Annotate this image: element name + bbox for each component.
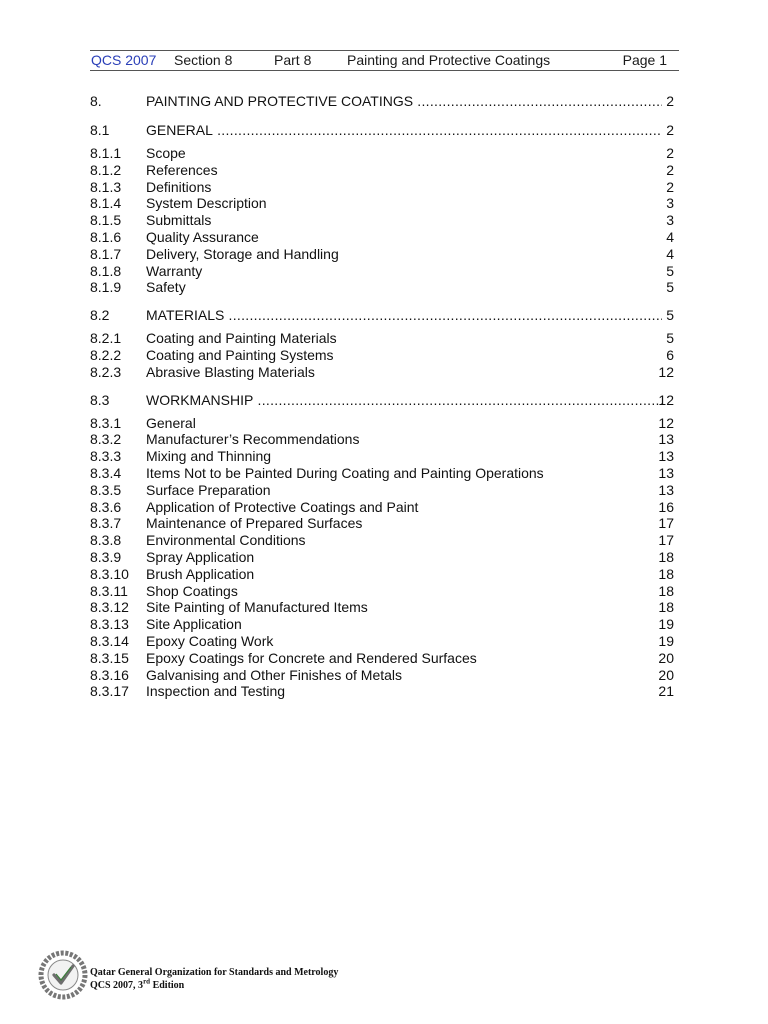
toc-page: 12 xyxy=(658,414,674,431)
toc-number: 8.3.12 xyxy=(90,599,129,616)
toc-title: Shop Coatings xyxy=(146,582,238,599)
toc-item-8-1-4[interactable] xyxy=(90,195,674,212)
toc-title: Abrasive Blasting Materials xyxy=(146,363,315,380)
toc-number: 8.3.10 xyxy=(90,565,129,582)
toc-number: 8.3.7 xyxy=(90,515,122,532)
toc-number: 8.3.8 xyxy=(90,532,122,549)
toc-number: 8.3.17 xyxy=(90,683,129,700)
toc-number: 8.1.2 xyxy=(90,161,122,178)
toc-number: 8.3.16 xyxy=(90,666,129,683)
toc-title: PAINTING AND PROTECTIVE COATINGS ..... xyxy=(146,92,662,111)
qatar-standards-seal-icon xyxy=(38,950,88,1000)
toc-number: 8.1.3 xyxy=(90,178,122,195)
toc-item-8-3-6[interactable] xyxy=(90,499,674,516)
toc-section-8-2[interactable] xyxy=(90,306,674,325)
toc-number: 8.1.5 xyxy=(90,212,122,229)
toc-item-8-1-5[interactable] xyxy=(90,212,674,229)
toc-page: 2 xyxy=(666,178,674,195)
toc-page: 13 xyxy=(658,481,674,498)
toc-number: 8.3.13 xyxy=(90,616,129,633)
toc-item-8-3-12[interactable] xyxy=(90,599,674,616)
toc-title: Delivery, Storage and Handling xyxy=(146,245,339,262)
toc-number: 8.1.8 xyxy=(90,262,122,279)
table-of-contents xyxy=(90,92,674,700)
toc-number: 8.1.9 xyxy=(90,279,122,296)
header-page-number: Page 1 xyxy=(622,52,667,68)
toc-page: 18 xyxy=(658,565,674,582)
toc-title: Definitions xyxy=(146,178,212,195)
footer-text xyxy=(90,966,338,992)
toc-title: Epoxy Coating Work xyxy=(146,632,274,649)
toc-page: 12 xyxy=(658,363,674,380)
toc-item-8-3-1[interactable] xyxy=(90,415,674,432)
toc-item-8-1-2[interactable] xyxy=(90,162,674,179)
toc-page: 3 xyxy=(666,212,674,229)
toc-list-8-3 xyxy=(90,415,674,701)
toc-title: Inspection and Testing xyxy=(146,683,286,700)
toc-page: 5 xyxy=(666,330,674,347)
toc-section-8-3[interactable] xyxy=(90,391,674,410)
toc-title: Coating and Painting Materials xyxy=(146,330,337,347)
toc-page: 4 xyxy=(666,228,674,245)
toc-chapter[interactable] xyxy=(90,92,674,111)
toc-title: Submittals xyxy=(146,212,212,229)
toc-title: Warranty xyxy=(146,262,203,279)
toc-number: 8.2 xyxy=(90,307,110,324)
toc-item-8-1-8[interactable] xyxy=(90,263,674,280)
page-header xyxy=(90,50,679,71)
toc-item-8-3-2[interactable] xyxy=(90,431,674,448)
toc-number: 8.3.5 xyxy=(90,481,122,498)
toc-title: Quality Assurance xyxy=(146,228,259,245)
toc-title: Coating and Painting Systems xyxy=(146,346,334,363)
toc-title: References xyxy=(146,161,218,178)
toc-page: 18 xyxy=(658,599,674,616)
toc-item-8-1-1[interactable] xyxy=(90,145,674,162)
toc-title: Environmental Conditions xyxy=(146,532,306,549)
toc-number: 8.1.1 xyxy=(90,145,122,161)
toc-item-8-3-3[interactable] xyxy=(90,448,674,465)
toc-page: 19 xyxy=(658,632,674,649)
toc-page: 17 xyxy=(658,515,674,532)
toc-page: 18 xyxy=(658,548,674,565)
toc-page: 20 xyxy=(658,666,674,683)
header-title: Painting and Protective Coatings xyxy=(347,52,551,68)
toc-list-8-2 xyxy=(90,330,674,380)
toc-number: 8.1.7 xyxy=(90,245,122,262)
toc-page: 19 xyxy=(658,616,674,633)
toc-item-8-3-5[interactable] xyxy=(90,482,674,499)
toc-page: 17 xyxy=(658,532,674,549)
toc-number: 8.3.1 xyxy=(90,414,122,431)
toc-title: Maintenance of Prepared Surfaces xyxy=(146,515,363,532)
toc-title: Scope xyxy=(146,145,186,161)
toc-item-8-1-9[interactable] xyxy=(90,279,674,296)
toc-title: Application of Protective Coatings and Paint xyxy=(146,498,419,515)
toc-page: 3 xyxy=(666,195,674,212)
toc-title: Galvanising and Other Finishes of Metals xyxy=(146,666,403,683)
toc-page: 16 xyxy=(658,498,674,515)
toc-item-8-3-10[interactable] xyxy=(90,566,674,583)
toc-item-8-3-14[interactable] xyxy=(90,633,674,650)
toc-item-8-3-4[interactable] xyxy=(90,465,674,482)
toc-number: 8.1.4 xyxy=(90,195,122,212)
toc-title: Epoxy Coatings for Concrete and Rendered Surfaces xyxy=(146,649,477,666)
toc-title: MATERIALS ..... xyxy=(146,306,662,325)
toc-page: 2 xyxy=(666,161,674,178)
toc-number: 8.1 xyxy=(90,122,110,138)
toc-number: 8.2.2 xyxy=(90,346,122,363)
toc-page: 13 xyxy=(658,464,674,481)
toc-number: 8.3.3 xyxy=(90,448,122,465)
toc-item-8-2-3[interactable] xyxy=(90,364,674,381)
header-qcs: QCS 2007 xyxy=(91,52,157,68)
toc-title: Spray Application xyxy=(146,548,255,565)
footer-edition: QCS 2007, 3rd Edition xyxy=(90,977,185,991)
toc-item-8-3-9[interactable] xyxy=(90,549,674,566)
toc-page: 21 xyxy=(658,683,674,700)
toc-title: General xyxy=(146,414,196,431)
toc-title: Manufacturer’s Recommendations xyxy=(146,431,360,448)
toc-item-8-1-7[interactable] xyxy=(90,246,674,263)
toc-item-8-1-3[interactable] xyxy=(90,179,674,196)
toc-number: 8.3.6 xyxy=(90,498,122,515)
toc-page: 4 xyxy=(666,245,674,262)
toc-item-8-3-17[interactable] xyxy=(90,683,674,700)
toc-page: 6 xyxy=(666,346,674,363)
toc-item-8-3-7[interactable] xyxy=(90,515,674,532)
toc-number: 8.3.9 xyxy=(90,548,122,565)
toc-item-8-3-8[interactable] xyxy=(90,532,674,549)
toc-section-8-1[interactable] xyxy=(90,121,674,140)
toc-title: Site Application xyxy=(146,616,242,633)
toc-page: 18 xyxy=(658,582,674,599)
toc-item-8-1-6[interactable] xyxy=(90,229,674,246)
toc-title: Site Painting of Manufactured Items xyxy=(146,599,368,616)
toc-page: 13 xyxy=(658,448,674,465)
toc-title: Safety xyxy=(146,279,186,296)
toc-number: 8.2.1 xyxy=(90,330,122,347)
footer-organization: Qatar General Organization for Standards and Metrology xyxy=(90,967,339,978)
toc-title: WORKMANSHIP ..... xyxy=(146,391,662,410)
toc-title: Brush Application xyxy=(146,565,255,582)
toc-page: 2 xyxy=(666,93,674,109)
toc-number: 8.3.14 xyxy=(90,632,129,649)
toc-page: 2 xyxy=(666,122,674,138)
toc-number: 8.3.2 xyxy=(90,431,122,448)
toc-item-8-3-13[interactable] xyxy=(90,616,674,633)
toc-page: 5 xyxy=(666,262,674,279)
toc-number: 8.1.6 xyxy=(90,228,122,245)
header-part: Part 8 xyxy=(274,52,312,68)
toc-page: 13 xyxy=(658,431,674,448)
toc-title: GENERAL ..... xyxy=(146,121,662,140)
toc-item-8-3-11[interactable] xyxy=(90,583,674,600)
toc-item-8-3-16[interactable] xyxy=(90,667,674,684)
toc-number: 8.3.15 xyxy=(90,649,129,666)
toc-number: 8. xyxy=(90,93,102,109)
toc-number: 8.2.3 xyxy=(90,363,122,380)
toc-title: Items Not to be Painted During Coating and Painting Operations xyxy=(146,464,544,481)
toc-page: 20 xyxy=(658,649,674,666)
toc-title: Surface Preparation xyxy=(146,481,271,498)
toc-title: Mixing and Thinning xyxy=(146,448,272,465)
toc-number: 8.3.4 xyxy=(90,464,122,481)
toc-page: 12 xyxy=(658,391,674,408)
toc-number: 8.3 xyxy=(90,391,110,408)
toc-page: 2 xyxy=(666,145,674,161)
toc-item-8-3-15[interactable] xyxy=(90,650,674,667)
toc-list-8-1 xyxy=(90,145,674,296)
toc-page: 5 xyxy=(666,307,674,324)
page-footer xyxy=(38,950,438,1000)
toc-item-8-2-1[interactable] xyxy=(90,330,674,347)
toc-page: 5 xyxy=(666,279,674,296)
toc-item-8-2-2[interactable] xyxy=(90,347,674,364)
toc-number: 8.3.11 xyxy=(90,582,128,599)
header-section: Section 8 xyxy=(174,52,233,68)
toc-title: System Description xyxy=(146,195,267,212)
